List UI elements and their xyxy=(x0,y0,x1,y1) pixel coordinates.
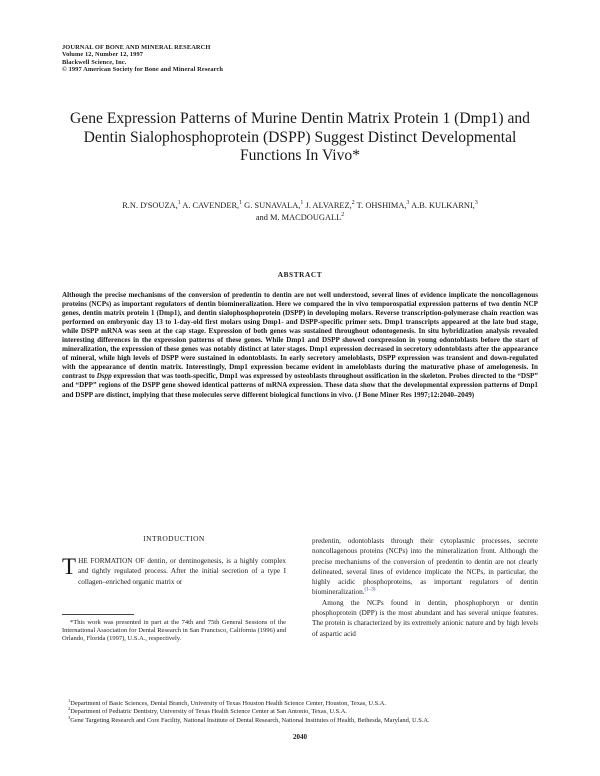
abstract-body: Although the precise mechanisms of the conversion of predentin to dentin are not well understood, several lines of evidence implicate the noncollagenous proteins (NCPs) as important regulators of dentin biomineralization. Here we compared the in vivo temporospatial expression patterns of two dentin NCP genes, dentin matrix protein 1 (Dmp1), and dentin sialophosphoprotein (DSPP) in developing molars. Reverse transcription-polymerase chain reaction was performed on embryonic day 13 to 1-day-old first molars using Dmp1- and DSPP-specific primer sets. Dmp1 transcripts appeared at the late bud stage, while DSPP mRNA was seen at the cap stage. Expression of both genes was sustained throughout odontogenesis. In situ hybridization analysis revealed interesting differences in the expression patterns of these genes. While Dmp1 and DSPP showed coexpression in young odontoblasts before the start of mineralization, the expression of these genes was notably distinct at later stages. Dmp1 expression decreased in secretory odontoblasts after the appearance of mineral, while high levels of DSPP were sustained in odontoblasts. In early secretory ameloblasts, DSPP expression was transient and down-regulated with the appearance of dentin matrix. Interestingly, Dmp1 expression became evident in ameloblasts during the maturative phase of amelogenesis. In contrast to Dspp expression that was tooth-specific, Dmp1 was expressed by osteoblasts throughout ossification in the skeleton. Probes directed to the “DSP” and “DPP” regions of the DSPP gene showed identical patterns of mRNA expression. These data show that the developmental expression patterns of Dmp1 and DSPP are distinct, implying that these molecules serve different biological functions in vivo. (J Bone Miner Res 1997;12:2040–2049) xyxy=(62,291,538,399)
paragraph: predentin, odontoblasts through their cytoplasmic processes, secrete noncollagenous proteins (NCPs) into the mineralization front. Although the precise mechanisms of the conversion of predentin to dentin are not clearly delineated, several lines of evidence implicate the NCPs, in particular, the highly acidic phosphoproteins, as important regulators of dentin biomineralization.$^{(1-3)}$ xyxy=(312,537,538,597)
author: and M. MACDOUGALL$^2$ xyxy=(255,211,345,222)
abstract-heading: ABSTRACT xyxy=(277,270,323,279)
journal-volume: Volume 12, Number 12, 1997 xyxy=(62,51,144,59)
introduction-left-column xyxy=(62,556,286,587)
right-column-text xyxy=(312,536,538,639)
author: R.N. D'SOUZA,$^1$ xyxy=(122,200,181,210)
journal-publisher: Blackwell Science, Inc. xyxy=(62,58,127,66)
affiliation: $^3$Gene Targeting Research and Core Facility, National Institute of Dental Research, National Institutes of Health, Bethesda, Maryland, U.S.A. xyxy=(68,714,430,724)
drop-cap: T xyxy=(62,554,77,579)
author: J. ALVAREZ,$^2$ xyxy=(305,200,355,210)
author: A. CAVENDER,$^1$ xyxy=(182,200,243,210)
paper-title: Gene Expression Patterns of Murine Dentin Matrix Protein 1 (Dmp1) and Dentin Sialophosphoprotein (DSPP) Suggest Distinct Developmental Functions In Vivo* xyxy=(70,110,530,164)
introduction-heading: INTRODUCTION xyxy=(143,534,205,543)
journal-copyright: © 1997 American Society for Bone and Mineral Research xyxy=(62,66,224,74)
footnote-divider xyxy=(62,614,134,615)
intro-text: dentin, or dentinogenesis, is a highly complex and tightly regulated process. After the initial secretion of a type I collagen–enriched organic matrix or xyxy=(78,557,286,586)
citation-link[interactable]: (1–3) xyxy=(364,588,376,594)
affiliation: $^1$Department of Basic Sciences, Dental Branch, University of Texas Houston Health Science Center, Houston, Texas, U.S.A. xyxy=(68,697,386,707)
footnote: *This work was presented in part at the 74th and 75th General Sessions of the International Association for Dental Research in San Francisco, California (1996) and Orlando, Florida (1997), U.S.A., respectively. xyxy=(62,619,286,643)
author-list xyxy=(60,200,540,223)
small-caps-lead: HE FORMATION OF xyxy=(78,557,145,565)
author: A.B. KULKARNI,$^3$ xyxy=(411,200,478,210)
page-number: 2040 xyxy=(293,733,307,741)
affiliations xyxy=(62,697,538,725)
author: G. SUNAVALA,$^1$ xyxy=(244,200,304,210)
affiliation: $^2$Department of Pediatric Dentistry, University of Texas Health Science Center at San Antonio, Texas, U.S.A. xyxy=(68,706,347,716)
journal-name: JOURNAL OF BONE AND MINERAL RESEARCH xyxy=(62,44,211,51)
paragraph: Among the NCPs found in dentin, phosphophoryn or dentin phosphoprotein (DPP) is the most abundant and has several unique features. The protein is characterized by its extremely anionic nature and by high levels of aspartic acid xyxy=(312,598,538,638)
author: T. OHSHIMA,$^3$ xyxy=(356,200,410,210)
journal-header xyxy=(62,44,362,74)
